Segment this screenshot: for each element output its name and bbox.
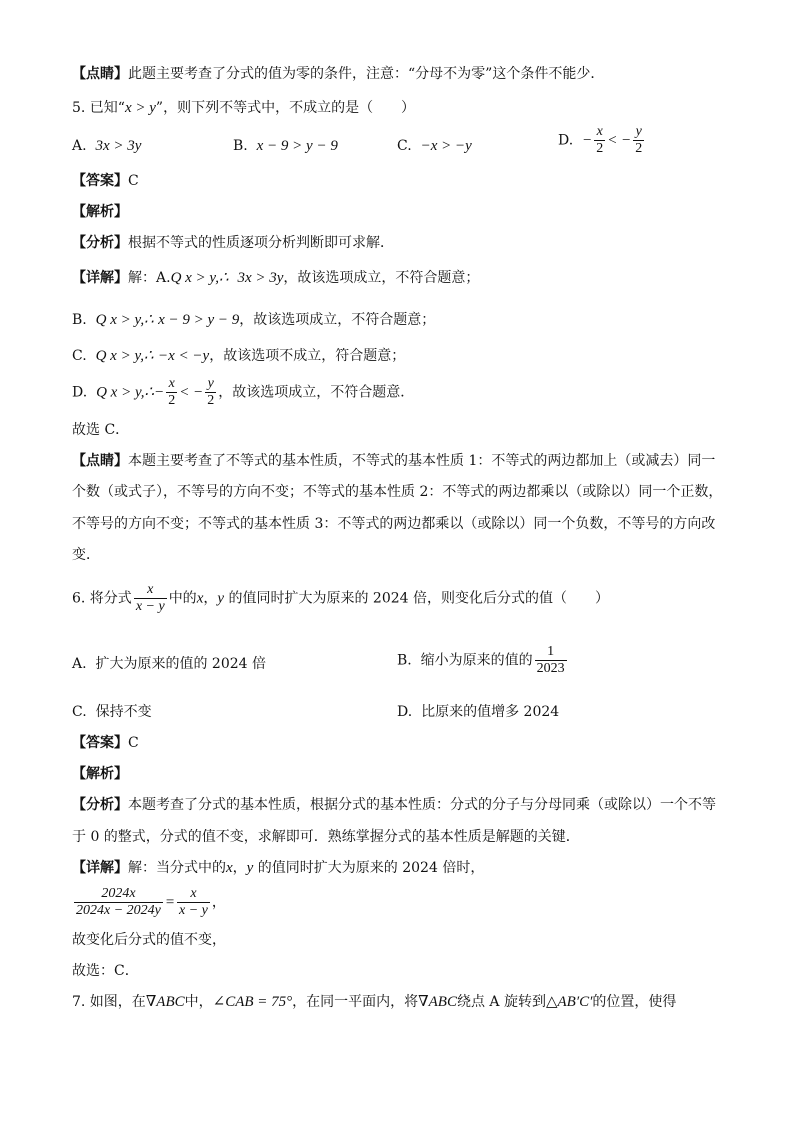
answer-tag: 【答案】: [72, 173, 128, 189]
condition-math: Q x > y,∴: [96, 384, 155, 401]
d-frac-y: [205, 376, 216, 409]
condition-math: Q x > y,∴: [95, 312, 154, 328]
dianjing-line: [72, 64, 604, 84]
q6-option-b: [397, 644, 569, 677]
q6-conclusion: 故变化后分式的值不变，: [72, 932, 226, 948]
q6-xiangjie: [72, 858, 484, 878]
frac-num: x: [596, 124, 603, 139]
var-x: x: [196, 590, 204, 607]
frac-den: x − y: [179, 903, 208, 918]
q5-option-b-label: B.: [233, 138, 248, 154]
q7-tri1: ∇ABC: [145, 994, 185, 1010]
q6-fenxi-l2: 于 0 的整式，分式的值不变，求解即可．熟练掌握分式的基本性质是解题的关键．: [72, 829, 580, 845]
frac-num: x: [147, 582, 154, 597]
q5-option-b: [233, 136, 338, 156]
q6-option-c-label: C.: [72, 704, 87, 720]
xiangjie-tag: 【详解】: [72, 270, 128, 286]
q5-xiangjie-b: [72, 310, 435, 330]
xiangjie-a-pre: 解：A.: [128, 270, 171, 286]
answer-value: C: [128, 173, 139, 189]
c-math: −x < −y: [158, 348, 210, 364]
q5-option-d-frac-y: [633, 124, 644, 157]
dianjing-tag: 【点睛】: [72, 66, 128, 82]
q6-option-d: [397, 702, 559, 722]
xiangjie-pre: 解：当分式中的: [128, 860, 226, 876]
q5-option-c-math: −x > −y: [420, 138, 472, 154]
q6-jiexi: 【解析】: [72, 766, 128, 782]
var-y: y: [246, 860, 254, 876]
q5-option-a-math: 3x > 3y: [95, 138, 142, 154]
q6-option-d-text: 比原来的值增多 2024: [421, 704, 560, 720]
q6-option-b-label: B.: [397, 652, 412, 669]
frac-den: 2023: [536, 661, 565, 676]
q5-option-d-minus: −: [582, 132, 593, 149]
q6-fenxi-l1: [72, 795, 716, 815]
q5-option-d: [558, 124, 646, 157]
q6-option-b-frac: [535, 644, 567, 677]
frac-num: x: [190, 886, 197, 901]
q6-guxuan: 故选：C．: [72, 963, 139, 979]
eq-sign: =: [164, 894, 175, 911]
var-x: x: [226, 860, 233, 876]
q7-mid3: 绕点 A 旋转到: [456, 994, 546, 1010]
q6-option-a-label: A.: [72, 656, 87, 672]
frac-num: 2024x: [101, 886, 136, 901]
frac-den: 2: [168, 393, 176, 408]
d-post: ，故该选项成立，不符合题意．: [218, 384, 415, 401]
q5-dianjing-l4: 变．: [72, 547, 100, 563]
sep: ，: [232, 860, 247, 876]
condition-math: Q x > y,∴: [170, 270, 229, 286]
q6-eq-right: [177, 886, 210, 919]
q5-dianjing-l3: 不等号的方向不变；不等式的基本性质 3：不等式的两边都乘以（或除以）同一个负数，不等号的方向改: [72, 516, 716, 532]
q5-option-c-label: C.: [397, 138, 412, 154]
q5-option-c: [397, 136, 472, 156]
condition-math: Q x > y,∴: [95, 348, 154, 364]
q7-tri2: ∇ABC: [418, 994, 457, 1010]
q6-stem-post: 的值同时扩大为原来的 2024 倍，则变化后分式的值（ ）: [228, 590, 610, 607]
d-lt: < −: [179, 384, 204, 401]
q6-answer: [72, 733, 139, 753]
q7-pre: 7. 如图，在: [72, 994, 146, 1010]
fenxi-text: 本题考查了分式的基本性质，根据分式的基本性质：分式的分子与分母同乘（或除以）一个不等: [128, 797, 716, 813]
c-label: C.: [72, 348, 87, 364]
q7-mid1: 中，: [184, 994, 213, 1010]
xiangjie-tag: 【详解】: [72, 860, 128, 876]
a-math: 3x > 3y: [237, 270, 284, 286]
frac-num: y: [207, 376, 214, 391]
q5-stem: [72, 98, 415, 118]
q6-option-b-text: 缩小为原来的值的: [420, 652, 533, 669]
fenxi-tag: 【分析】: [72, 797, 128, 813]
q7-tri3: △AB′C′: [545, 994, 593, 1010]
frac-den: 2: [635, 141, 643, 156]
b-label: B.: [72, 312, 87, 328]
frac-den: 2: [596, 141, 604, 156]
frac-den: 2024x − 2024y: [76, 903, 161, 918]
b-math: x − 9 > y − 9: [158, 312, 240, 328]
q6-option-a-text: 扩大为原来的值的 2024 倍: [95, 656, 266, 672]
q5-stem-math: x > y: [124, 100, 156, 116]
fenxi-tag: 【分析】: [72, 235, 128, 251]
answer-value: C: [128, 735, 139, 751]
dianjing-text: 本题主要考查了不等式的基本性质，不等式的基本性质 1：不等式的两边都加上（或减去）同一: [128, 453, 716, 469]
c-post: ，故该选项不成立，符合题意；: [209, 348, 406, 364]
frac-den: 2: [207, 393, 215, 408]
d-label: D.: [72, 384, 88, 401]
q5-xiangjie-c: [72, 346, 405, 366]
d-frac-x: [166, 376, 177, 409]
q7-mid2: ，在同一平面内，将: [292, 994, 419, 1010]
q6-stem: [72, 582, 609, 615]
eq-comma: ，: [211, 894, 226, 911]
q5-stem-post: ”，则下列不等式中，不成立的是（ ）: [155, 100, 416, 116]
dianjing-tag: 【点睛】: [72, 453, 128, 469]
b-post: ，故该选项成立，不符合题意；: [239, 312, 436, 328]
q5-dianjing-l1: [72, 451, 715, 471]
q6-stem-frac: [134, 582, 167, 615]
q5-option-d-lt: < −: [607, 132, 632, 149]
var-y: y: [217, 590, 225, 607]
q5-guxuan: 故选 C．: [72, 422, 130, 438]
answer-tag: 【答案】: [72, 735, 128, 751]
q5-jiexi: 【解析】: [72, 204, 128, 220]
q5-option-a: [72, 136, 141, 156]
q5-fenxi: [72, 233, 394, 253]
q5-answer: [72, 171, 139, 191]
a-post: ，故该选项成立，不符合题意；: [283, 270, 480, 286]
q5-xiangjie-d: [72, 376, 414, 409]
q7-stem: [72, 992, 676, 1012]
fenxi-text: 根据不等式的性质逐项分析判断即可求解．: [128, 235, 394, 251]
q7-post: 的位置，使得: [592, 994, 677, 1010]
q5-stem-pre: 5. 已知“: [72, 100, 125, 116]
sep: ，: [203, 590, 218, 607]
q6-option-a: [72, 654, 266, 674]
q5-option-d-label: D.: [558, 132, 574, 149]
q6-stem-pre: 6. 将分式: [72, 590, 132, 607]
xiangjie-post: 的值同时扩大为原来的 2024 倍时，: [257, 860, 485, 876]
q6-option-c-text: 保持不变: [95, 704, 152, 720]
q6-eq-left: [74, 886, 163, 919]
q5-option-b-math: x − 9 > y − 9: [256, 138, 338, 154]
q6-option-d-label: D.: [397, 704, 413, 720]
q5-dianjing-l2: 个数（或式子），不等号的方向不变；不等式的基本性质 2：不等式的两边都乘以（或除以）同一个正数，: [72, 484, 723, 500]
q5-option-d-frac-x: [594, 124, 605, 157]
frac-num: y: [635, 124, 642, 139]
q6-equation: [72, 886, 226, 919]
q5-option-a-label: A.: [72, 138, 87, 154]
frac-num: 1: [547, 644, 555, 659]
q7-angle: ∠CAB = 75°: [212, 994, 293, 1010]
d-minus: −: [154, 384, 165, 401]
frac-num: x: [168, 376, 175, 391]
frac-den: x − y: [135, 599, 165, 614]
q6-option-c: [72, 702, 152, 722]
q5-xiangjie-a: [72, 268, 479, 288]
q6-stem-mid: 中的: [168, 590, 197, 607]
dianjing-text: 此题主要考查了分式的值为零的条件，注意：“分母不为零”这个条件不能少．: [128, 66, 605, 82]
